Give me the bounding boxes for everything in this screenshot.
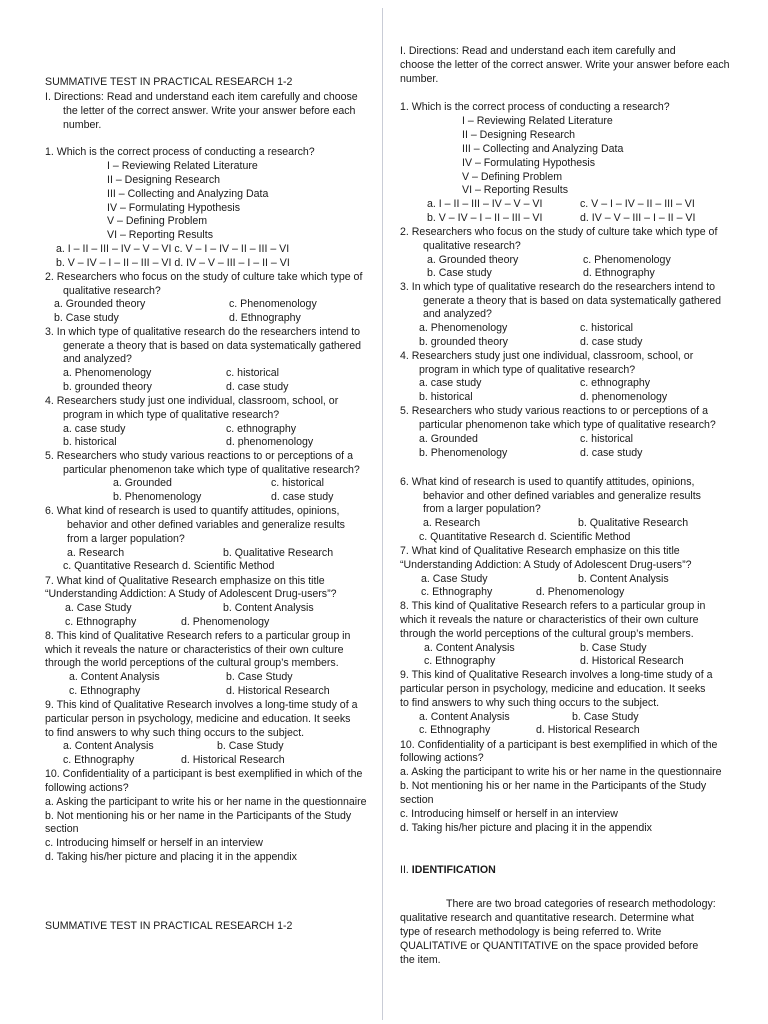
process-step: IV – Formulating Hypothesis bbox=[462, 157, 596, 169]
choice-a: a. Research bbox=[423, 517, 481, 529]
question-10-cont: following actions? bbox=[45, 782, 129, 794]
choice-a: a. Content Analysis bbox=[63, 740, 154, 752]
directions-line: choose the letter of the correct answer. Write your answer before each bbox=[400, 59, 730, 71]
choice-a: a. Asking the participant to write his or her name in the questionnaire bbox=[400, 766, 722, 778]
question-3-cont: generate a theory that is based on data systematically gathered bbox=[423, 295, 721, 307]
question-7-cont: “Understanding Addiction: A Study of Adolescent Drug-users”? bbox=[400, 559, 692, 571]
question-3-cont: and analyzed? bbox=[423, 308, 492, 320]
question-4: 4. Researchers study just one individual, classroom, school, or bbox=[400, 350, 694, 362]
question-9: 9. This kind of Qualitative Research involves a long-time study of a bbox=[45, 699, 358, 711]
question-10: 10. Confidentiality of a participant is best exemplified in which of the bbox=[45, 768, 363, 780]
process-step: II – Designing Research bbox=[462, 129, 576, 141]
column-divider bbox=[382, 8, 383, 1020]
question-2: 2. Researchers who focus on the study of culture take which type of bbox=[400, 226, 718, 238]
question-8-cont: through the world perceptions of the cultural group’s members. bbox=[400, 628, 694, 640]
question-3-cont: and analyzed? bbox=[63, 353, 132, 365]
question-8: 8. This kind of Qualitative Research refers to a particular group in bbox=[45, 630, 351, 642]
choice-d: d. case study bbox=[226, 381, 289, 393]
question-1: 1. Which is the correct process of conducting a research? bbox=[400, 101, 670, 113]
directions-line: I. Directions: Read and understand each item carefully and choose bbox=[45, 91, 358, 103]
choice-b: b. historical bbox=[63, 436, 117, 448]
question-5-cont: particular phenomenon take which type of qualitative research? bbox=[419, 419, 716, 431]
choice-a: a. Phenomenology bbox=[63, 367, 152, 379]
directions-line: number. bbox=[63, 119, 102, 131]
choice-d: d. Ethnography bbox=[583, 267, 655, 279]
process-step: I – Reviewing Related Literature bbox=[107, 160, 258, 172]
choice-c: c. historical bbox=[580, 433, 633, 445]
choice-d: d. Ethnography bbox=[229, 312, 301, 324]
choice-a: a. Research bbox=[67, 547, 125, 559]
choice-d: d. Historical Research bbox=[226, 685, 330, 697]
choice-c: c. ethnography bbox=[580, 377, 651, 389]
question-5-cont: particular phenomenon take which type of qualitative research? bbox=[63, 464, 360, 476]
choice-d: d. phenomenology bbox=[226, 436, 314, 448]
choice-b: b. V – IV – I – II – III – VI bbox=[427, 212, 543, 224]
choice-d: d. IV – V – III – I – II – VI bbox=[580, 212, 696, 224]
process-step: IV – Formulating Hypothesis bbox=[107, 202, 241, 214]
choice-b: b. Case Study bbox=[580, 642, 647, 654]
question-1: 1. Which is the correct process of conducting a research? bbox=[45, 146, 315, 158]
process-step: V – Defining Problem bbox=[107, 215, 208, 227]
question-2-cont: qualitative research? bbox=[423, 240, 521, 252]
choice-a: a. Grounded bbox=[419, 433, 478, 445]
question-6: 6. What kind of research is used to quantify attitudes, opinions, bbox=[400, 476, 695, 488]
choice-d: d. case study bbox=[580, 336, 643, 348]
choice-b: b. Qualitative Research bbox=[223, 547, 334, 559]
choice-b: b. Case Study bbox=[226, 671, 293, 683]
choice-a: a. case study bbox=[419, 377, 482, 389]
choice-b: b. Phenomenology bbox=[419, 447, 508, 459]
process-step: I – Reviewing Related Literature bbox=[462, 115, 613, 127]
choice-c: c. Ethnography bbox=[419, 724, 491, 736]
choice-d: d. Taking his/her picture and placing it in the appendix bbox=[45, 851, 297, 863]
directions-line: I. Directions: Read and understand each item carefully and bbox=[400, 45, 676, 57]
choice-cd: c. Quantitative Research d. Scientific Method bbox=[419, 531, 631, 543]
choice-b: b. Qualitative Research bbox=[578, 517, 689, 529]
choice-b-cont: section bbox=[45, 823, 79, 835]
question-6-cont: behavior and other defined variables and generalize results bbox=[67, 519, 345, 531]
question-10: 10. Confidentiality of a participant is best exemplified in which of the bbox=[400, 739, 718, 751]
question-6-cont: from a larger population? bbox=[67, 533, 185, 545]
section-title: IDENTIFICATION bbox=[411, 864, 496, 876]
choice-d: d. Phenomenology bbox=[536, 586, 625, 598]
choice-c: c. Introducing himself or herself in an interview bbox=[45, 837, 263, 849]
question-7: 7. What kind of Qualitative Research emphasize on this title bbox=[400, 545, 680, 557]
choice-b: b. Case Study bbox=[217, 740, 284, 752]
choice-b: b. grounded theory bbox=[63, 381, 152, 393]
section-text: qualitative research and quantitative research. Determine what bbox=[400, 912, 694, 924]
choice-b-cont: section bbox=[400, 794, 434, 806]
question-6-cont: from a larger population? bbox=[423, 503, 541, 515]
choice-b: b. grounded theory bbox=[419, 336, 508, 348]
choice-a: a. Content Analysis bbox=[424, 642, 515, 654]
choice-a: a. Grounded theory bbox=[427, 254, 519, 266]
question-10-cont: following actions? bbox=[400, 752, 484, 764]
choice-b: b. Case Study bbox=[572, 711, 639, 723]
answer-choices: b. V – IV – I – II – III – VI d. IV – V – III – I – II – VI bbox=[56, 257, 290, 269]
choice-d: d. phenomenology bbox=[580, 391, 668, 403]
choice-a: a. case study bbox=[63, 423, 126, 435]
question-8-cont: through the world perceptions of the cultural group’s members. bbox=[45, 657, 339, 669]
choice-d: d. Phenomenology bbox=[181, 616, 270, 628]
question-3: 3. In which type of qualitative research do the researchers intend to bbox=[400, 281, 716, 293]
choice-a: a. Case Study bbox=[65, 602, 132, 614]
choice-a: a. I – II – III – IV – V – VI bbox=[427, 198, 543, 210]
choice-a: a. Case Study bbox=[421, 573, 488, 585]
section-text: the item. bbox=[400, 954, 441, 966]
section-number: II. bbox=[400, 864, 409, 876]
question-3: 3. In which type of qualitative research do the researchers intend to bbox=[45, 326, 361, 338]
choice-c: c. Ethnography bbox=[424, 655, 496, 667]
choice-d: d. Historical Research bbox=[536, 724, 640, 736]
choice-c: c. V – I – IV – II – III – VI bbox=[580, 198, 695, 210]
question-4-cont: program in which type of qualitative research? bbox=[419, 364, 636, 376]
question-3-cont: generate a theory that is based on data systematically gathered bbox=[63, 340, 361, 352]
section-heading bbox=[400, 864, 496, 878]
choice-b: b. Phenomenology bbox=[113, 491, 202, 503]
choice-c: c. Introducing himself or herself in an interview bbox=[400, 808, 618, 820]
process-step: III – Collecting and Analyzing Data bbox=[462, 143, 624, 155]
process-step: III – Collecting and Analyzing Data bbox=[107, 188, 269, 200]
choice-cd: c. Quantitative Research d. Scientific Method bbox=[63, 560, 275, 572]
test-title: SUMMATIVE TEST IN PRACTICAL RESEARCH 1-2 bbox=[45, 76, 293, 88]
choice-d: d. case study bbox=[580, 447, 643, 459]
question-4-cont: program in which type of qualitative research? bbox=[63, 409, 280, 421]
question-9-cont: to find answers to why such thing occurs to the subject. bbox=[45, 727, 305, 739]
process-step: VI – Reporting Results bbox=[107, 229, 213, 241]
process-step: V – Defining Problem bbox=[462, 171, 563, 183]
question-6-cont: behavior and other defined variables and generalize results bbox=[423, 490, 701, 502]
question-9-cont: particular person in psychology, medicine and education. It seeks bbox=[45, 713, 351, 725]
choice-a: a. Grounded bbox=[113, 477, 172, 489]
choice-d: d. case study bbox=[271, 491, 334, 503]
question-7: 7. What kind of Qualitative Research emphasize on this title bbox=[45, 575, 325, 587]
question-5: 5. Researchers who study various reactions to or perceptions of a bbox=[400, 405, 708, 417]
choice-b: b. Not mentioning his or her name in the Participants of the Study bbox=[400, 780, 707, 792]
choice-c: c. Ethnography bbox=[421, 586, 493, 598]
answer-choices: a. I – II – III – IV – V – VI c. V – I – IV – II – III – VI bbox=[56, 243, 290, 255]
choice-c: c. Ethnography bbox=[65, 616, 137, 628]
directions-line: number. bbox=[400, 73, 439, 85]
process-step: VI – Reporting Results bbox=[462, 184, 568, 196]
choice-c: c. historical bbox=[271, 477, 324, 489]
question-4: 4. Researchers study just one individual, classroom, school, or bbox=[45, 395, 339, 407]
choice-b: b. Case study bbox=[427, 267, 492, 279]
choice-d: d. Historical Research bbox=[580, 655, 684, 667]
choice-c: c. Ethnography bbox=[63, 754, 135, 766]
question-9: 9. This kind of Qualitative Research involves a long-time study of a bbox=[400, 669, 713, 681]
choice-b: b. Content Analysis bbox=[223, 602, 314, 614]
choice-a: a. Content Analysis bbox=[69, 671, 160, 683]
choice-b: b. Not mentioning his or her name in the Participants of the Study bbox=[45, 810, 352, 822]
footer-title: SUMMATIVE TEST IN PRACTICAL RESEARCH 1-2 bbox=[45, 920, 293, 932]
question-7-cont: “Understanding Addiction: A Study of Adolescent Drug-users”? bbox=[45, 588, 337, 600]
choice-a: a. Asking the participant to write his or her name in the questionnaire bbox=[45, 796, 367, 808]
choice-d: d. Taking his/her picture and placing it in the appendix bbox=[400, 822, 652, 834]
question-9-cont: to find answers to why such thing occurs to the subject. bbox=[400, 697, 660, 709]
section-text: QUALITATIVE or QUANTITATIVE on the space provided before bbox=[400, 940, 699, 952]
question-8-cont: which it reveals the nature or characteristics of their own culture bbox=[45, 644, 344, 656]
choice-a: a. Grounded theory bbox=[54, 298, 146, 310]
question-2: 2. Researchers who focus on the study of culture take which type of bbox=[45, 271, 363, 283]
choice-c: c. ethnography bbox=[226, 423, 297, 435]
question-6: 6. What kind of research is used to quantify attitudes, opinions, bbox=[45, 505, 340, 517]
choice-a: a. Content Analysis bbox=[419, 711, 510, 723]
process-step: II – Designing Research bbox=[107, 174, 221, 186]
question-8-cont: which it reveals the nature or characteristics of their own culture bbox=[400, 614, 699, 626]
question-2-cont: qualitative research? bbox=[63, 285, 161, 297]
choice-b: b. Content Analysis bbox=[578, 573, 669, 585]
question-9-cont: particular person in psychology, medicine and education. It seeks bbox=[400, 683, 706, 695]
choice-c: c. Phenomenology bbox=[583, 254, 671, 266]
choice-c: c. historical bbox=[580, 322, 633, 334]
choice-c: c. Phenomenology bbox=[229, 298, 317, 310]
question-5: 5. Researchers who study various reactions to or perceptions of a bbox=[45, 450, 353, 462]
choice-b: b. Case study bbox=[54, 312, 119, 324]
section-text: type of research methodology is being referred to. Write bbox=[400, 926, 662, 938]
directions-line: the letter of the correct answer. Write your answer before each bbox=[63, 105, 356, 117]
question-8: 8. This kind of Qualitative Research refers to a particular group in bbox=[400, 600, 706, 612]
choice-a: a. Phenomenology bbox=[419, 322, 508, 334]
choice-c: c. historical bbox=[226, 367, 279, 379]
choice-d: d. Historical Research bbox=[181, 754, 285, 766]
section-text: There are two broad categories of research methodology: bbox=[446, 898, 716, 910]
choice-c: c. Ethnography bbox=[69, 685, 141, 697]
choice-b: b. historical bbox=[419, 391, 473, 403]
